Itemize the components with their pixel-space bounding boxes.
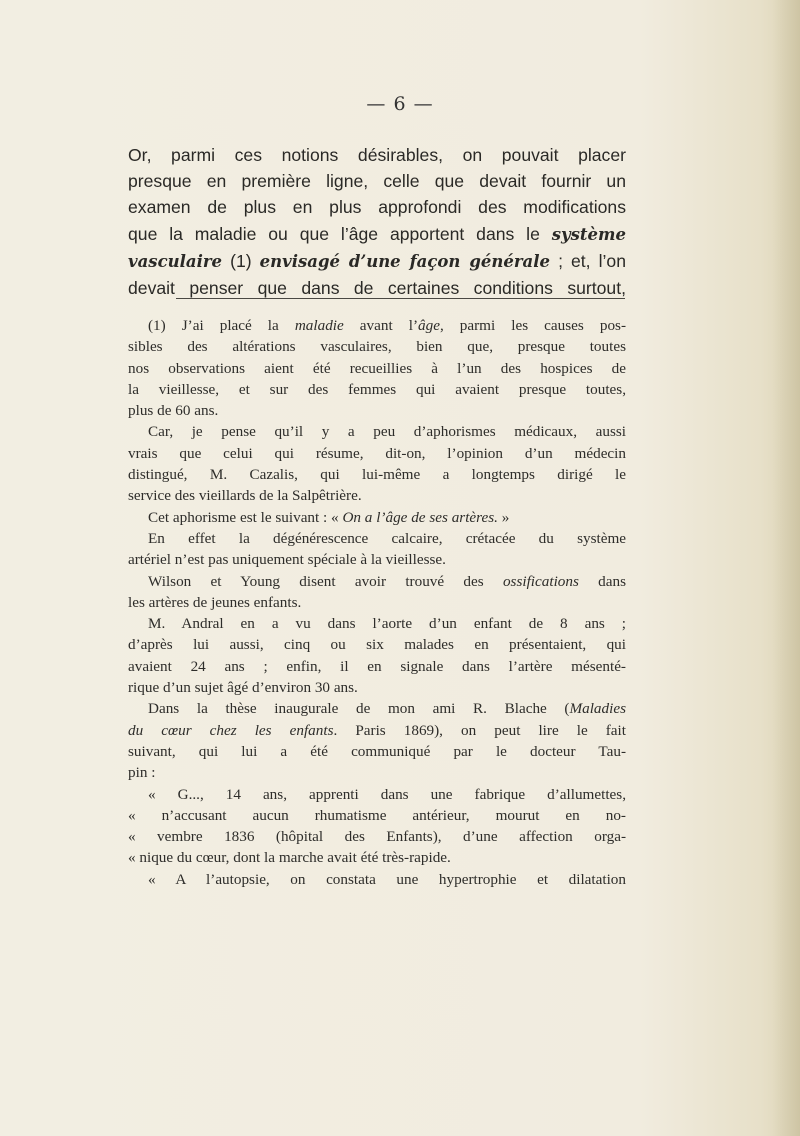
footnote-line: nos observations aient été recueillies à l’un des hospices de <box>128 359 626 377</box>
footnote-line: « vembre 1836 (hôpital des Enfants), d’une affection orga- <box>128 828 626 846</box>
footnote-line: suivant, qui lui a été communiqué par le docteur Tau- <box>128 742 626 760</box>
footnote-line: les artères de jeunes enfants. <box>128 593 302 611</box>
footnote-reference: (1) <box>222 250 260 271</box>
footnote-line <box>128 507 626 528</box>
footnote-line <box>128 698 626 719</box>
italic-title: du cœur chez les enfants <box>128 721 334 739</box>
text-fragment: Cet aphorisme est le suivant : « <box>148 508 343 526</box>
footnote-line: En effet la dégénérescence calcaire, crétacée du système <box>148 529 626 547</box>
footnote-line <box>128 720 626 741</box>
footnote-line: sibles des altérations vasculaires, bien que, presque toutes <box>128 338 626 356</box>
italic-term: maladie <box>294 317 344 334</box>
text-fragment: Wilson et Young disent avoir trouvé des <box>148 572 503 590</box>
text-fragment: . Paris 1869), on peut lire le fait <box>333 721 626 739</box>
footnote-line: d’après lui aussi, cinq ou six malades en présentaient, qui <box>128 636 626 654</box>
footnote-line: vrais que celui qui résume, dit-on, l’opinion d’un médecin <box>128 444 626 462</box>
text-fragment: dans <box>578 572 627 590</box>
footnote-line <box>128 315 626 336</box>
main-paragraph <box>128 142 626 301</box>
text-fragment: Dans la thèse inaugurale de mon ami R. Blache ( <box>148 700 570 718</box>
footnote-divider <box>176 298 625 299</box>
text-fragment: avant l’ <box>343 317 419 334</box>
text-fragment: , parmi les causes pos- <box>439 317 627 334</box>
footnote-line: artériel n’est pas uniquement spéciale à la vieillesse. <box>128 551 446 569</box>
text-fragment: (1) J’ai placé la <box>148 317 295 334</box>
footnote-line: la vieillesse, et sur des femmes qui avaient presque toutes, <box>128 380 626 398</box>
main-line: examen de plus en plus approfondi des modifications <box>128 197 626 218</box>
page-edge-shadow <box>772 0 800 1136</box>
italic-title: Maladies <box>569 700 626 718</box>
emphasized-term: envisagé d’une façon générale <box>259 251 551 271</box>
footnote-line <box>128 571 626 592</box>
footnote <box>128 315 626 890</box>
footnote-line: avaient 24 ans ; enfin, il en signale dans l’artère mésenté- <box>128 657 626 675</box>
italic-term: ossifications <box>502 572 579 590</box>
main-line: devait penser que dans de certaines conditions surtout, <box>128 278 626 299</box>
footnote-line: « A l’autopsie, on constata une hypertrophie et dilatation <box>148 870 626 888</box>
footnote-line: plus de 60 ans. <box>128 402 219 420</box>
footnote-line: « n’accusant aucun rhumatisme antérieur, mourut en no- <box>128 806 626 824</box>
main-line <box>128 221 626 248</box>
main-line <box>128 248 626 275</box>
footnote-line: « G..., 14 ans, apprenti dans une fabrique d’allumettes, <box>148 785 626 803</box>
emphasized-term: vasculaire <box>128 251 223 271</box>
main-text-fragment: ; et, l’on <box>550 250 626 271</box>
footnote-line: Car, je pense qu’il y a peu d’aphorismes médicaux, aussi <box>148 423 626 441</box>
page-number: — 6 — <box>366 93 434 115</box>
emphasized-term: système <box>551 224 626 244</box>
footnote-line: « nique du cœur, dont la marche avait été très-rapide. <box>128 849 451 867</box>
main-line: presque en première ligne, celle que devait fournir un <box>128 171 626 192</box>
italic-term: âge <box>418 317 440 334</box>
main-text-fragment: que la maladie ou que l’âge apportent dans le <box>128 223 552 244</box>
footnote-line: service des vieillards de la Salpêtrière. <box>128 487 362 505</box>
text-fragment: » <box>497 508 510 526</box>
main-line: Or, parmi ces notions désirables, on pouvait placer <box>128 145 626 165</box>
footnote-line: M. Andral en a vu dans l’aorte d’un enfant de 8 ans ; <box>148 615 626 633</box>
footnote-line: pin : <box>128 764 156 782</box>
quoted-aphorism: On a l’âge de ses artères. <box>342 508 498 526</box>
footnote-line: rique d’un sujet âgé d’environ 30 ans. <box>128 679 358 697</box>
footnote-line: distingué, M. Cazalis, qui lui-même a longtemps dirigé le <box>128 466 626 484</box>
